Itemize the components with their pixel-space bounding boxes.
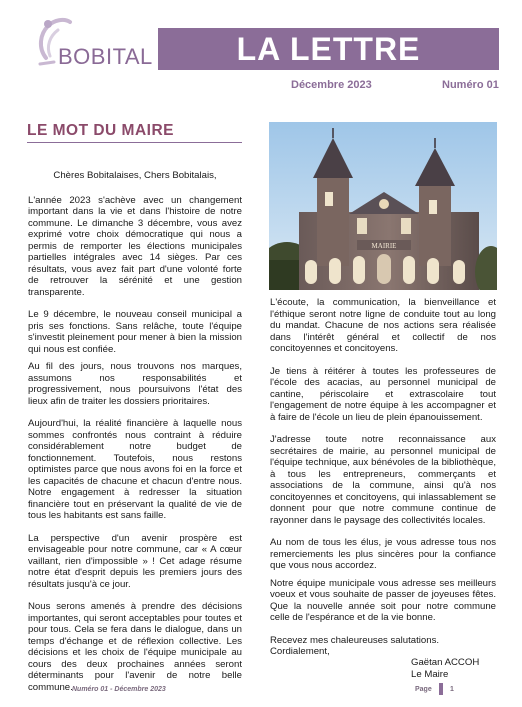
- bobital-logo: [24, 12, 154, 70]
- newsletter-title: LA LETTRE: [236, 31, 421, 67]
- masthead-banner: [158, 28, 499, 70]
- paragraph-finance: Aujourd'hui, la réalité financière à laquelle nous sommes confrontés nous contraint à réduire considérablement notre budget de fonctionnement. Toutefois, nous restons optimistes parce que nous avons foi en la force et les capacités de chacune et chacun d'entre nous. Notre engagement à redresser la situation financière tout en préservant la qualité de vie de tous les habitants est sans faille.: [28, 418, 242, 521]
- paragraph-decisions: Nous serons amenés à prendre des décisions importantes, qui seront acceptables pour toutes et pour tous. Cela se fera dans le dialogue, dans un temps d'échange et de réflexion collective. Les décisions et les choix de l'équipe municipale au cours des deux prochaines années seront déterminants pour l'avenir de notre belle commune.: [28, 601, 242, 693]
- signature: [411, 657, 479, 680]
- closing-greeting: Recevez mes chaleureuses salutations.: [270, 634, 440, 646]
- closing-cordially: Cordialement,: [270, 646, 330, 657]
- signatory-name: Gaëtan ACCOH: [411, 657, 480, 668]
- paragraph-wishes: Notre équipe municipale vous adresse ses meilleurs voeux et vous souhaite de passer de joyeuses fêtes. Que la nouvelle année soit pour notre commune celle de l'espérance et de la vie bonne.: [270, 577, 496, 623]
- paragraph-values: L'écoute, la communication, la bienveillance et l'éthique seront notre ligne de conduite tout au long du mandat. Chacune de nos actions sera réalisée dans l'intérêt général et collectif de nos concitoyennes et concitoyens.: [270, 297, 496, 354]
- paragraph-election: L'année 2023 s'achève avec un changement important dans la vie et dans l'histoire de notre commune. Le dimanche 3 décembre, vous avez exprimé votre choix démocratique qui nous a permis de remporter les élections municipales partielles intégrales avec 14 sièges. Par ces résultats, vous avez fait part d'une volonté forte de retrouver la sérénité et une gestion transparente.: [28, 194, 242, 298]
- paragraph-gratitude: Au nom de tous les élus, je vous adresse tous nos remerciements les plus sincères pour la confiance que vous nous accordez.: [270, 537, 496, 571]
- issue-number: Numéro 01: [442, 79, 499, 91]
- paragraph-council: Le 9 décembre, le nouveau conseil municipal a pris ses fonctions. Sans relâche, toute l'équipe s'investit pleinement pour mener à bien la mission qui nous est confiée.: [28, 309, 242, 355]
- mairie-sign: MAIRIE: [371, 242, 397, 250]
- paragraph-school: Je tiens à réitérer à toutes les professeures de l'école des acacias, au personnel municipal de cantine, périscolaire et extrascolaire tout l'engagement de notre équipe à les accompagner et à faire de l'école un lieu de plein épanouissement.: [270, 365, 496, 423]
- salutation: Chères Bobitalaises, Chers Bobitalais,: [53, 170, 217, 181]
- footer-page-label: Page: [415, 686, 432, 693]
- paragraph-progress: Au fil des jours, nous trouvons nos marques, assumons nos responsabilités et progressivement, nous poursuivons l'état des lieux afin de traiter les dossiers prioritaires.: [28, 361, 242, 407]
- footer-issue: Numéro 01 - Décembre 2023: [72, 686, 166, 693]
- issue-date: Décembre 2023: [291, 79, 372, 91]
- paragraph-thanks: J'adresse toute notre reconnaissance aux secrétaires de mairie, au personnel municipal de l'équipe technique, aux bénévoles de la bibliothèque, à tous les entrepreneurs, commerçants et associations de la commune, ainsi qu'à nos concitoyennes et concitoyens, qui inlassablement se donnent pour que notre commune continue de rayonner dans le paysage des collectivités locales.: [270, 434, 496, 526]
- footer-page-number: 1: [450, 686, 454, 693]
- left-column: [28, 170, 242, 704]
- footer-divider: [439, 683, 443, 695]
- signatory-role: Le Maire: [411, 668, 449, 680]
- paragraph-future: La perspective d'un avenir prospère est envisageable pour notre commune, car « A cœur vaillant, rien d'impossible » ! Cet adage résume notre état d'esprit depuis les premiers jours des résultats jusqu'à ce jour.: [28, 532, 242, 590]
- logo-text: BOBITAL: [58, 44, 153, 69]
- section-divider: [27, 142, 242, 143]
- right-column: [270, 297, 496, 658]
- town-hall-photo: [269, 122, 497, 290]
- section-title: LE MOT DU MAIRE: [27, 122, 174, 139]
